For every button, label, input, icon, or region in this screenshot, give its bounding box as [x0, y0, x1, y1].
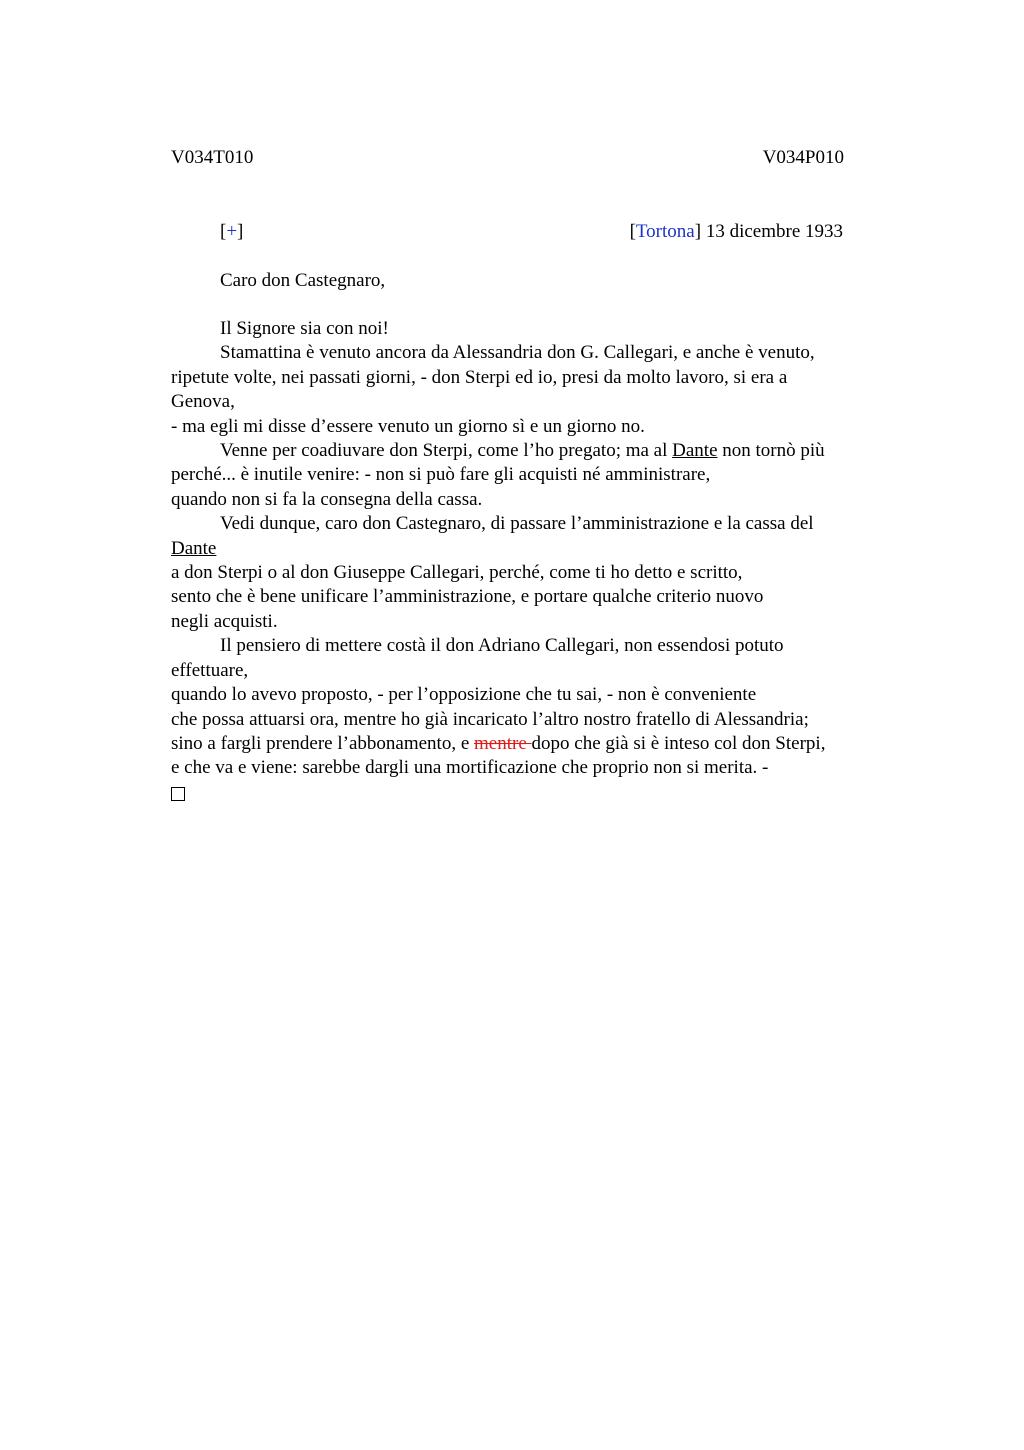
document-code-right: V034P010: [762, 147, 844, 168]
body-line: sento che è bene unificare l’amministrazione, e portare qualche criterio nuovo: [171, 586, 764, 608]
end-marker: [171, 781, 891, 808]
underlined-dante: Dante: [672, 440, 718, 462]
body-line-part: non tornò più: [717, 440, 825, 462]
body-line: Stamattina è venuto ancora da Alessandria don G. Callegari, e anche è venuto,: [220, 342, 815, 364]
place-date: [630, 220, 843, 244]
letter-date: 13 dicembre 1933: [701, 221, 843, 242]
place-bracket-close: ]: [694, 221, 702, 242]
body-line: quando lo avevo proposto, - per l’opposizione che tu sai, - non è conveniente: [171, 684, 757, 706]
bracket-close: ]: [237, 221, 244, 242]
plus-marker: [220, 220, 243, 244]
underlined-dante: Dante: [171, 537, 217, 559]
body-line: effettuare,: [171, 659, 249, 681]
body-line: [171, 732, 891, 756]
place-bracket-open: [: [629, 221, 636, 242]
body-line-part: Venne per coadiuvare don Sterpi, come l’ho pregato; ma al: [220, 440, 673, 462]
bracket-open: [: [220, 221, 227, 242]
square-icon: [171, 787, 185, 801]
body-line: Il Signore sia con noi!: [220, 318, 389, 339]
body-line: che possa attuarsi ora, mentre ho già incaricato l’altro nostro fratello di Alessandria;: [171, 708, 809, 730]
place-link[interactable]: Tortona: [635, 221, 695, 242]
body-line: ripetute volte, nei passati giorni, - don Sterpi ed io, presi da molto lavoro, si era a: [171, 366, 788, 388]
body-line: perché... è inutile venire: - non si può fare gli acquisti né amministrare,: [171, 464, 711, 486]
body-line: e che va e viene: sarebbe dargli una mortificazione che proprio non si merita. -: [171, 757, 769, 779]
body-line: Il pensiero di mettere costà il don Adriano Callegari, non essendosi potuto: [220, 635, 784, 657]
body-line: [171, 439, 891, 463]
body-line: a don Sterpi o al don Giuseppe Callegari, perché, come ti ho detto e scritto,: [171, 562, 743, 584]
plus-link[interactable]: +: [226, 221, 238, 242]
body-line: - ma egli mi disse d’essere venuto un giorno sì e un giorno no.: [171, 415, 645, 437]
body-line: [171, 537, 891, 561]
document-code-left: V034T010: [171, 147, 254, 168]
letter-body: [171, 317, 891, 808]
struck-word: mentre: [474, 732, 532, 754]
body-line: Vedi dunque, caro don Castegnaro, di passare l’amministrazione e la cassa del: [220, 513, 814, 535]
greeting: Caro don Castegnaro,: [220, 270, 386, 291]
body-line-part: dopo che già si è inteso col don Sterpi,: [531, 732, 826, 754]
body-line: Genova,: [171, 391, 235, 413]
body-line: quando non si fa la consegna della cassa.: [171, 488, 483, 510]
body-line-part: sino a fargli prendere l’abbonamento, e: [171, 732, 475, 754]
body-line: negli acquisti.: [171, 610, 278, 632]
